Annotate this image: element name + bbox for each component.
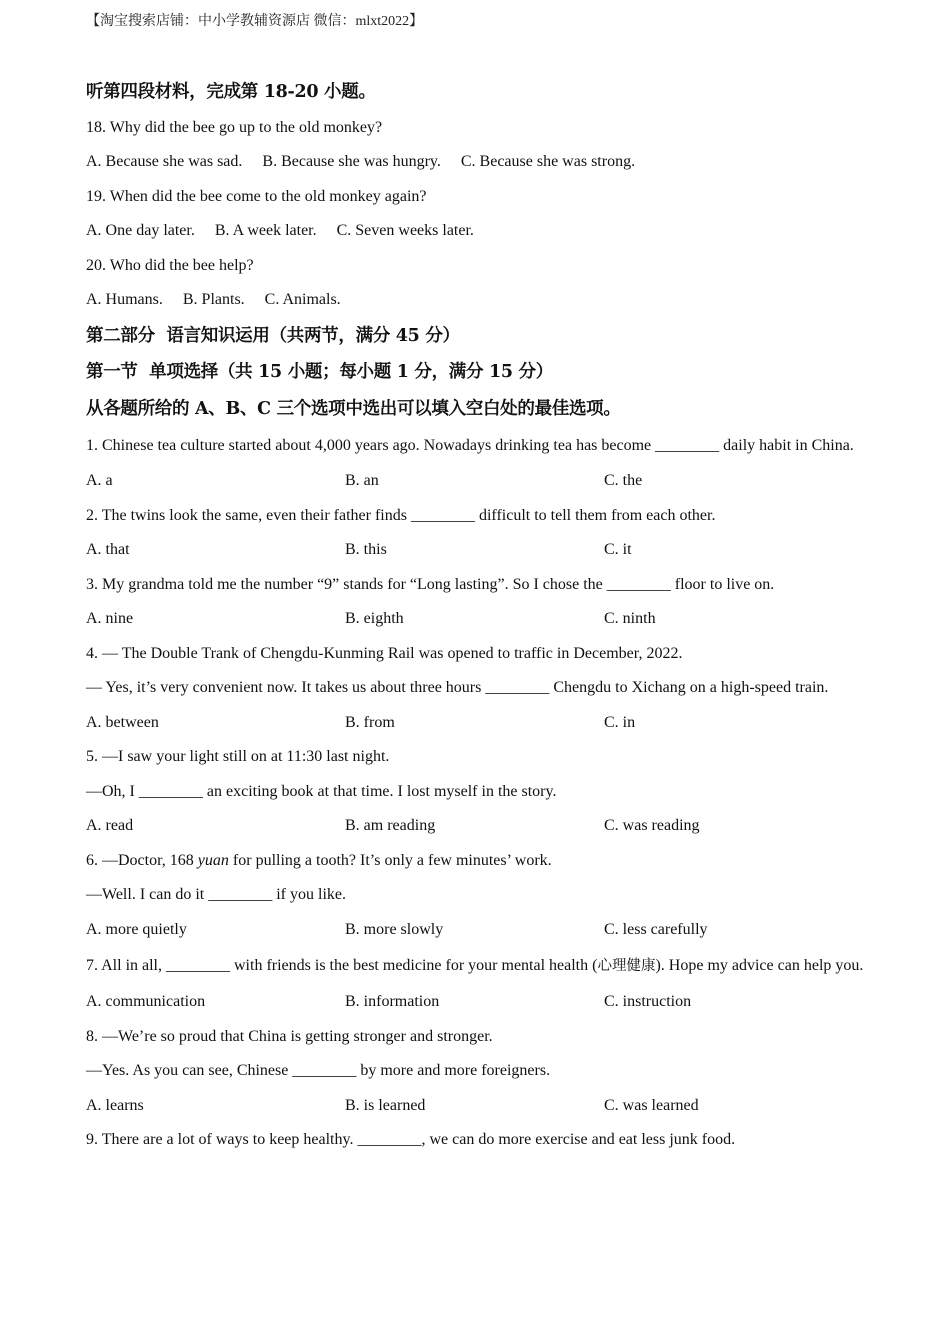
text-segment: 心理健康 <box>597 958 656 974</box>
option-a: A. that <box>86 541 130 558</box>
option-c: C. the <box>604 472 643 489</box>
text-segment: for pulling a tooth? It’s only a few minutes’ work. <box>228 851 552 869</box>
text-segment: 4. — The Double Trank of Chengdu-Kunming Rail was opened to traffic in December, 2022. <box>86 644 683 662</box>
question-line <box>86 499 886 534</box>
answer-options <box>86 1089 886 1124</box>
option-c: C. was reading <box>604 817 700 834</box>
text-segment: —Oh, I ________ an exciting book at that time. I lost myself in the story. <box>86 782 557 800</box>
question-line <box>86 740 886 775</box>
text-segment: A. Because she was sad. B. Because she was hungry. C. Because she was strong. <box>86 153 636 170</box>
question-line <box>86 671 886 706</box>
question-line <box>86 249 886 284</box>
question-line <box>86 775 886 810</box>
option-b: B. more slowly <box>345 920 444 938</box>
question-line <box>86 214 886 249</box>
question-line <box>86 427 866 464</box>
option-a: A. a <box>86 472 113 489</box>
text-segment: 2. The twins look the same, even their father finds ________ difficult to tell them from each other. <box>86 506 716 524</box>
option-a: A. nine <box>86 610 134 627</box>
answer-options <box>86 809 886 844</box>
question-line <box>86 1020 886 1055</box>
text-segment: 7. All in all, ________ with friends is the best medicine for your mental health ( <box>86 957 598 974</box>
text-segment: 第二部分 语言知识运用（共两节，满分 45 分） <box>86 325 460 346</box>
option-c: C. it <box>604 541 632 558</box>
text-segment: 1. Chinese tea culture started about 4,000 years ago. Nowadays drinking tea has become ________ daily habit in China. <box>86 437 854 454</box>
option-c: C. in <box>604 713 636 731</box>
option-b: B. information <box>345 993 440 1010</box>
question-line <box>86 283 886 318</box>
text-segment: 18. Why did the bee go up to the old monkey? <box>86 118 383 136</box>
text-segment: 5. —I saw your light still on at 11:30 last night. <box>86 748 390 765</box>
option-a: A. between <box>86 713 159 731</box>
question-line <box>86 145 886 180</box>
text-segment: —Yes. As you can see, Chinese ________ by more and more foreigners. <box>86 1062 551 1079</box>
watermark-header: 【淘宝搜索店铺：中小学教辅资源店 微信：mlxt2022】 <box>86 14 424 29</box>
text-segment: 第一节 单项选择（共 15 小题；每小题 1 分，满分 15 分） <box>86 362 553 382</box>
option-c: C. instruction <box>604 993 692 1010</box>
text-segment: —Well. I can do it ________ if you like. <box>86 886 346 903</box>
answer-options <box>86 985 886 1020</box>
text-segment: — Yes, it’s very convenient now. It takes us about three hours ________ Chengdu to Xichang on a high-speed train. <box>86 679 829 696</box>
text-segment: 9. There are a lot of ways to keep healthy. ________, we can do more exercise and eat less junk food. <box>86 1131 736 1148</box>
text-segment: 从各题所给的 A、B、C 三个选项中选出可以填入空白处的最佳选项。 <box>86 398 621 419</box>
question-line <box>86 947 866 985</box>
answer-options <box>86 533 886 568</box>
text-segment: ). Hope my advice can help you. <box>655 957 864 974</box>
option-b: B. this <box>345 541 387 558</box>
option-a: A. read <box>86 817 134 834</box>
text-segment: 听第四段材料，完成第 18-20 小题。 <box>86 82 376 102</box>
question-line <box>86 637 886 672</box>
option-b: B. an <box>345 472 379 489</box>
text-segment: 3. My grandma told me the number “9” stands for “Long lasting”. So I chose the ________ floor to live on. <box>86 575 775 593</box>
option-a: A. communication <box>86 993 206 1010</box>
section-heading <box>86 318 886 355</box>
question-line <box>86 844 886 879</box>
question-line <box>86 1054 886 1089</box>
text-segment: 8. —We’re so proud that China is getting stronger and stronger. <box>86 1027 493 1045</box>
answer-options <box>86 913 886 948</box>
text-segment: 19. When did the bee come to the old monkey again? <box>86 187 427 205</box>
option-c: C. less carefully <box>604 920 708 938</box>
question-line <box>86 568 886 603</box>
text-segment: A. Humans. B. Plants. C. Animals. <box>86 291 341 308</box>
section-heading <box>86 74 886 111</box>
answer-options <box>86 602 886 637</box>
text-segment: 6. —Doctor, 168 <box>86 851 198 869</box>
section-heading <box>86 354 886 391</box>
text-segment: yuan <box>197 851 229 869</box>
text-segment: A. One day later. B. A week later. C. Seven weeks later. <box>86 222 474 239</box>
option-a: A. more quietly <box>86 920 187 938</box>
answer-options <box>86 464 886 499</box>
text-segment: 20. Who did the bee help? <box>86 256 254 274</box>
question-line <box>86 111 886 146</box>
question-line <box>86 180 886 215</box>
question-line <box>86 1123 886 1158</box>
option-b: B. am reading <box>345 817 436 834</box>
option-c: C. ninth <box>604 610 656 627</box>
section-heading <box>86 391 886 428</box>
answer-options <box>86 706 886 741</box>
question-line <box>86 878 886 913</box>
option-b: B. is learned <box>345 1096 426 1114</box>
option-c: C. was learned <box>604 1096 699 1114</box>
option-b: B. from <box>345 713 395 731</box>
option-a: A. learns <box>86 1096 144 1114</box>
option-b: B. eighth <box>345 610 404 627</box>
document-body <box>86 74 886 1158</box>
